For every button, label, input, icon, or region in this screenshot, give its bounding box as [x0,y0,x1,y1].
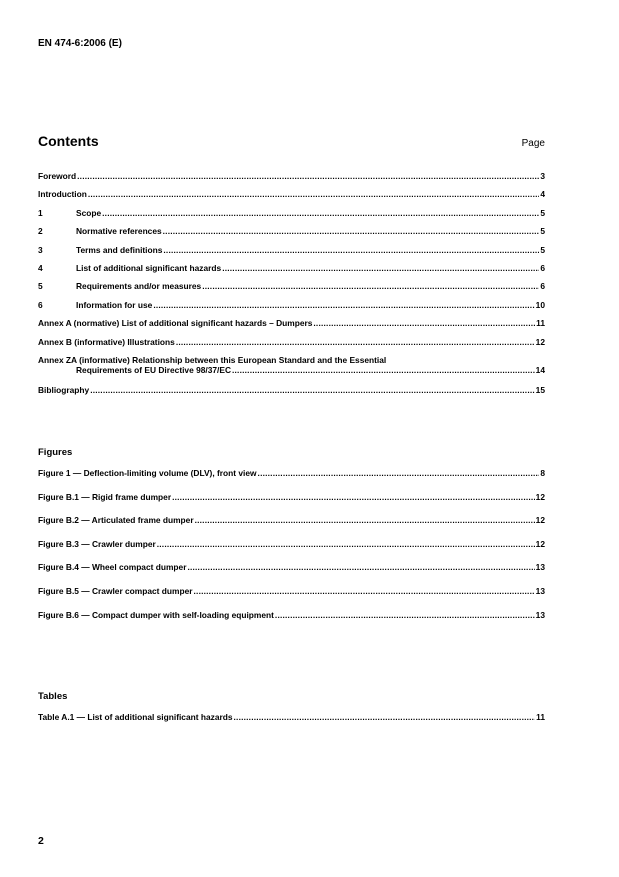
figure-entry-page: 12 [535,491,545,502]
toc-entry-terms-definitions[interactable] [38,245,545,263]
figure-entry-b3[interactable] [38,539,545,563]
toc-entry-information-for-use[interactable] [38,300,545,318]
table-entry-text: Table A.1 — List of additional significant hazards [38,712,233,722]
figure-entry-page: 13 [535,562,545,573]
toc-entry-page: 6 [540,281,545,292]
toc-entry-page: 3 [540,171,545,181]
toc-entry-text: Normative references [76,226,162,237]
dot-leader [232,365,535,375]
toc-entry-requirements[interactable] [38,281,545,299]
toc-entry-hazards-list[interactable] [38,263,545,281]
dot-leader [222,263,539,273]
toc-entry-text: Terms and definitions [76,244,163,255]
tables-heading: Tables [38,691,68,702]
toc-entry-page: 5 [540,207,545,218]
figure-entry-b6[interactable] [38,610,545,634]
dot-leader [163,226,540,236]
toc-entry-page: 15 [535,384,545,395]
toc-entry-bibliography[interactable] [38,385,545,403]
figure-entry-text: Figure B.1 — Rigid frame dumper [38,491,172,502]
toc-entry-number: 3 [38,244,43,255]
dot-leader [202,281,539,291]
toc-entry-foreword[interactable] [38,171,545,189]
dot-leader [275,610,535,620]
figure-entry-1[interactable] [38,468,545,492]
dot-leader [153,300,534,310]
figure-entry-text: Figure B.4 — Wheel compact dumper [38,562,187,573]
toc-entry-page: 12 [535,336,545,347]
dot-leader [157,539,535,549]
dot-leader [187,562,534,572]
toc-entry-annex-a[interactable] [38,318,545,336]
dot-leader [194,586,535,596]
page-number: 2 [38,835,44,847]
toc-entry-number: 5 [38,281,43,292]
toc-entry-page: 5 [540,244,545,255]
toc-entry-text: Bibliography [38,384,90,395]
dot-leader [88,189,539,199]
toc-entry-annex-za[interactable] [38,355,545,385]
toc-entry-scope[interactable] [38,208,545,226]
dot-leader [102,208,539,218]
dot-leader [90,385,534,395]
dot-leader [313,318,535,328]
table-entry-a1[interactable] [38,712,545,722]
dot-leader [172,492,535,502]
figure-entry-b5[interactable] [38,586,545,610]
toc-entry-page: 11 [536,318,545,329]
dot-leader [77,171,539,181]
contents-header [38,133,545,149]
toc-entry-text: Introduction [38,189,87,200]
toc-entry-annex-b[interactable] [38,337,545,355]
toc-entry-page: 4 [540,189,545,200]
page-column-label: Page [521,138,545,149]
toc-entry-text-continued: Requirements of EU Directive 98/37/EC [76,364,231,375]
toc-entry-page: 10 [535,299,545,310]
dot-leader [163,245,539,255]
figure-entry-b1[interactable] [38,492,545,516]
dot-leader [234,712,536,722]
tables-list [38,712,545,722]
toc-entry-normative-references[interactable] [38,226,545,244]
dot-leader [258,468,540,478]
document-reference: EN 474-6:2006 (E) [38,38,122,49]
toc-entry-text: Annex ZA (informative) Relationship between this European Standard and the Essential [38,354,387,365]
toc-entry-text: Information for use [76,299,153,310]
dot-leader [195,515,535,525]
figure-entry-text: Figure B.3 — Crawler dumper [38,538,156,549]
figures-heading: Figures [38,447,73,458]
toc-entry-text: Foreword [38,171,77,181]
figure-entry-b2[interactable] [38,515,545,539]
dot-leader [176,337,535,347]
table-entry-page: 11 [536,712,545,722]
toc-entry-number: 6 [38,299,43,310]
toc-entry-page: 14 [535,364,545,375]
toc-entry-text: Annex A (normative) List of additional significant hazards – Dumpers [38,318,313,329]
toc-entry-introduction[interactable] [38,189,545,207]
figure-entry-page: 12 [535,515,545,526]
toc-entry-text: List of additional significant hazards [76,262,222,273]
toc-entry-continuation [38,365,545,375]
figure-entry-page: 13 [535,585,545,596]
toc-entry-number: 2 [38,226,43,237]
toc-entry-text: Annex B (informative) Illustrations [38,336,175,347]
figure-entry-text: Figure B.5 — Crawler compact dumper [38,585,193,596]
figure-entry-page: 12 [535,538,545,549]
figure-entry-page: 13 [535,609,545,620]
contents-list [38,171,545,403]
toc-entry-text: Requirements and/or measures [76,281,202,292]
figure-entry-b4[interactable] [38,562,545,586]
contents-title: Contents [38,133,99,149]
toc-entry-page: 5 [540,226,545,237]
figures-list [38,468,545,633]
toc-entry-text: Scope [76,207,102,218]
toc-entry-number: 1 [38,207,43,218]
figure-entry-text: Figure 1 — Deflection-limiting volume (DLV), front view [38,468,257,478]
figure-entry-text: Figure B.6 — Compact dumper with self-loading equipment [38,609,274,620]
toc-entry-number: 4 [38,262,43,273]
figure-entry-page: 8 [540,468,545,478]
figure-entry-text: Figure B.2 — Articulated frame dumper [38,515,194,526]
toc-entry-page: 6 [540,262,545,273]
